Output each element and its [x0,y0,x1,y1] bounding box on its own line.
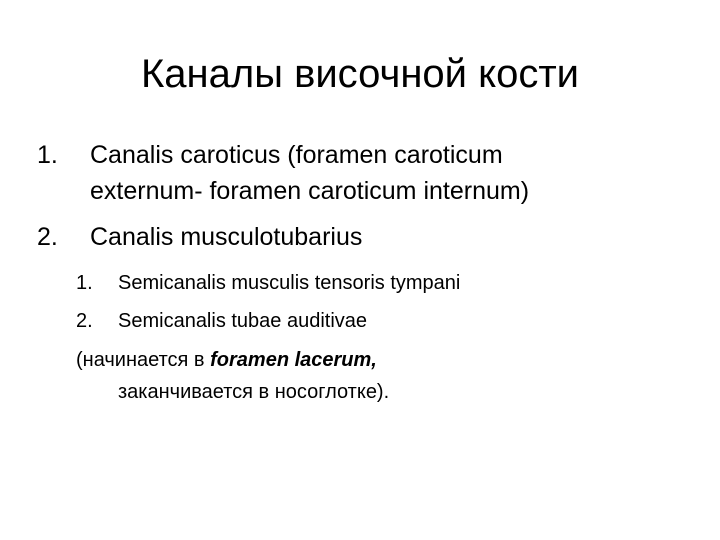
list-item-1 [0,137,720,217]
list-item-2-number: 2. [37,223,58,251]
note [0,347,720,411]
sub-list-item-2-number: 2. [76,310,93,332]
list-item-1-text-line1: Canalis caroticus (foramen caroticum [90,141,503,169]
sub-list-item-1-number: 1. [76,272,93,294]
sub-list-item-1 [0,270,720,300]
list-item-2 [0,219,720,259]
sub-list-item-2 [0,308,720,338]
list-item-2-text: Canalis musculotubarius [90,223,363,251]
sub-list-item-1-text: Semicanalis musculis tensoris tympani [118,272,461,294]
note-emphasis: foramen lacerum, [210,349,377,371]
note-prefix: (начинается в [76,349,211,371]
list-item-1-text-line2: externum- foramen caroticum internum) [90,177,530,205]
list-item-1-number: 1. [37,141,58,169]
note-line2: заканчивается в носоглотке). [118,381,390,403]
sub-list-item-2-text: Semicanalis tubae auditivae [118,310,368,332]
note-line1 [76,347,377,373]
slide-title: Каналы височной кости [141,52,579,96]
